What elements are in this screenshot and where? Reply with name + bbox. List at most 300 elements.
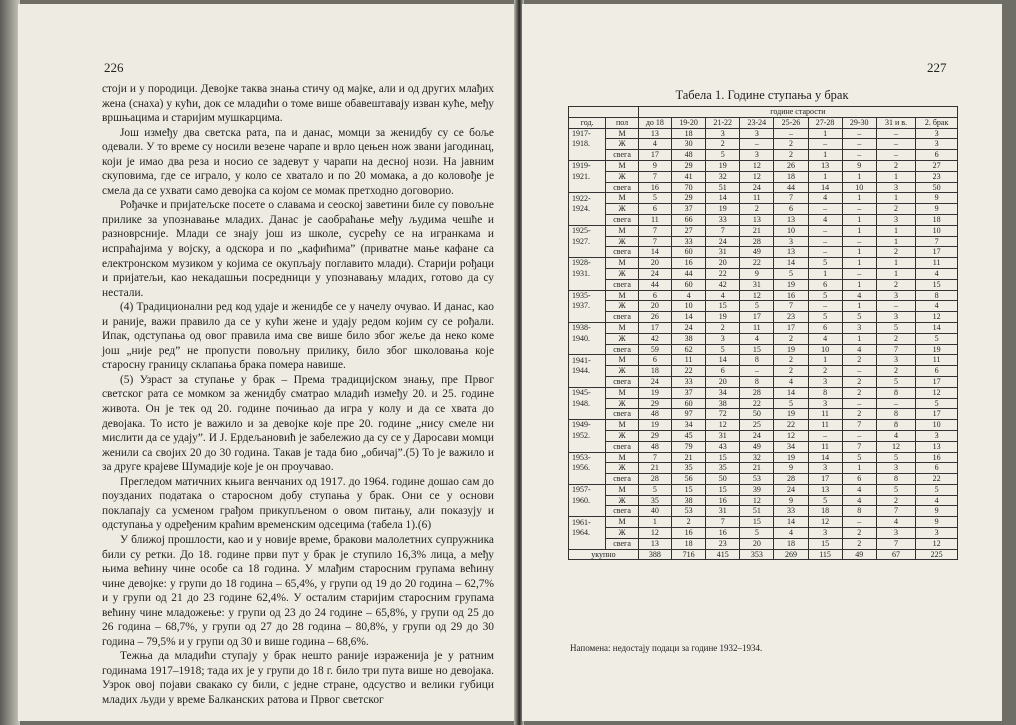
value-cell: 8 [808,387,842,398]
value-cell: 1 [842,247,876,258]
table-row [569,430,958,441]
value-cell: 18 [672,128,706,139]
value-cell: 13 [638,538,671,549]
value-cell: 16 [638,182,671,193]
sex-cell: свега [606,214,639,225]
year-cell: 1953- [569,452,606,463]
value-cell: 13 [808,484,842,495]
value-cell: 2 [876,247,915,258]
value-cell: 31 [706,247,740,258]
value-cell: 5 [842,452,876,463]
table-row [569,182,958,193]
value-cell: 15 [706,452,740,463]
value-cell: 3 [706,333,740,344]
value-cell: 16 [706,528,740,539]
value-cell: 6 [638,204,671,215]
sex-cell: М [606,128,639,139]
table-row [569,495,958,506]
sex-cell: свега [606,247,639,258]
value-cell: 29 [672,160,706,171]
value-cell: 33 [672,376,706,387]
value-cell: 17 [808,474,842,485]
value-cell: 14 [808,452,842,463]
value-cell: 7 [876,506,915,517]
value-cell: – [808,204,842,215]
total-cell: 388 [638,549,671,560]
value-cell: 48 [672,150,706,161]
value-cell: 21 [672,452,706,463]
value-cell: 3 [876,355,915,366]
sex-cell: Ж [606,236,639,247]
table-row [569,150,958,161]
value-cell: 3 [740,150,774,161]
value-cell: 6 [916,463,958,474]
sex-cell: Ж [606,430,639,441]
table-row [569,484,958,495]
value-cell: 37 [672,204,706,215]
value-cell: 8 [876,474,915,485]
value-cell: 24 [638,268,671,279]
value-cell: 4 [842,290,876,301]
value-cell: 19 [706,160,740,171]
value-cell: 3 [916,528,958,539]
value-cell: 6 [916,150,958,161]
value-cell: 3 [876,214,915,225]
value-cell: 2 [842,528,876,539]
value-cell: – [876,398,915,409]
value-cell: 1 [842,333,876,344]
year-cell: 1931. [569,268,606,279]
value-cell: 34 [706,387,740,398]
value-cell: 25 [740,420,774,431]
sex-cell: М [606,387,639,398]
year-cell [569,247,606,258]
sex-cell: М [606,355,639,366]
column-header: 23-24 [740,117,774,128]
sex-cell: М [606,225,639,236]
table-row [569,258,958,269]
value-cell: 12 [740,171,774,182]
value-cell: 14 [706,193,740,204]
year-cell: 1924. [569,204,606,215]
value-cell: 5 [876,322,915,333]
table-row [569,452,958,463]
value-cell: 4 [808,193,842,204]
value-cell: 6 [638,355,671,366]
value-cell: – [876,150,915,161]
year-cell [569,344,606,355]
year-cell: 1961- [569,517,606,528]
value-cell: 38 [672,333,706,344]
year-cell: 1960. [569,495,606,506]
value-cell: 5 [706,344,740,355]
value-cell: 4 [706,290,740,301]
value-cell: 24 [706,236,740,247]
value-cell: 4 [876,430,915,441]
year-cell: 1937. [569,301,606,312]
year-cell: 1940. [569,333,606,344]
total-cell: 115 [808,549,842,560]
value-cell: 20 [740,538,774,549]
value-cell: 4 [916,495,958,506]
value-cell: 43 [706,441,740,452]
value-cell: 2 [774,366,808,377]
value-cell: 5 [638,193,671,204]
value-cell: – [740,139,774,150]
value-cell: 5 [740,301,774,312]
year-cell [569,376,606,387]
value-cell: 1 [842,301,876,312]
value-cell: 19 [774,279,808,290]
sex-cell: свега [606,279,639,290]
value-cell: 22 [916,474,958,485]
paragraph: (4) Традиционални ред код удаје и женидбе се у начелу очувао. И данас, као и раније, важи правило да се у кући жене и удају редом којим су се рођали. Ипак, одступања од овог правила има све више било због жеље да неко коме још „није ред” не пропусти повољну прилику, било због школовања које старосну границу склапања брака помера навише. [102,301,494,372]
table-row [569,355,958,366]
value-cell: 18 [774,171,808,182]
value-cell: 28 [638,474,671,485]
value-cell: 5 [876,484,915,495]
value-cell: 32 [740,452,774,463]
paragraph: (5) Узраст за ступање у брак – Према традицијском знању, пре Првог светског рата се момком за женидбу сматрао младић између 20. и 25. године живота. Он је тек од 20. године почињао да игра у колу и да се хвата до девојака. То исто је важило и за девојке које пре 20. године „нису смеле ни мислити да се удају”. И Ј. Ердељановић је забележио да су се у Даросави момци женили са својих 20 до 30 година. Такав је тада био „обичај”.(5) То је важило и за друге крајеве Шумадије које је он проучавао. [102,373,494,474]
value-cell: 2 [774,355,808,366]
value-cell: 20 [638,301,671,312]
value-cell: 9 [916,204,958,215]
value-cell: 12 [740,290,774,301]
sex-cell: М [606,420,639,431]
value-cell: 48 [638,441,671,452]
value-cell: 11 [740,193,774,204]
table-row [569,290,958,301]
value-cell: – [842,128,876,139]
value-cell: 40 [638,506,671,517]
table-title: Табела 1. Године ступања у брак [675,88,849,102]
table-row [569,247,958,258]
value-cell: 4 [916,301,958,312]
sex-cell: Ж [606,398,639,409]
value-cell: 19 [706,204,740,215]
value-cell: 56 [672,474,706,485]
value-cell: 31 [740,279,774,290]
value-cell: 29 [672,193,706,204]
value-cell: 22 [740,258,774,269]
value-cell: – [740,366,774,377]
value-cell: 3 [876,528,915,539]
value-cell: 27 [916,160,958,171]
value-cell: 50 [916,182,958,193]
value-cell: 15 [808,538,842,549]
value-cell: 28 [740,387,774,398]
value-cell: 13 [638,128,671,139]
value-cell: 44 [774,182,808,193]
paragraph: Још између два светска рата, па и данас, момци за женидбу су се боље одевали. У то време су носили везене чарапе и врло цењен нож звани јагодинац, који је имао два реза и носио се задевут у чарапи на десној нози. На јавним скуповима, где се играло, у коло се хватало и по 20 момака, а до коловође је смела да се ухвати само девојка са којом се момак претходно договорио. [102,126,494,197]
value-cell: 50 [740,409,774,420]
table-row [569,214,958,225]
column-header: 29-30 [842,117,876,128]
column-header: до 18 [638,117,671,128]
year-cell: 1938- [569,322,606,333]
value-cell: 3 [808,463,842,474]
table-row [569,420,958,431]
value-cell: 4 [842,344,876,355]
value-cell: 62 [672,344,706,355]
value-cell: 4 [740,333,774,344]
value-cell: 21 [740,225,774,236]
value-cell: 97 [672,409,706,420]
year-cell: 1918. [569,139,606,150]
sex-cell: свега [606,150,639,161]
value-cell: 1 [808,171,842,182]
value-cell: 35 [638,495,671,506]
table-row [569,463,958,474]
value-cell: 9 [916,506,958,517]
sex-cell: Ж [606,495,639,506]
value-cell: 1 [876,268,915,279]
column-header: пол [606,117,639,128]
value-cell: 3 [842,322,876,333]
value-cell: – [808,430,842,441]
value-cell: 3 [808,376,842,387]
value-cell: 9 [638,160,671,171]
value-cell: 1 [842,258,876,269]
year-cell [569,279,606,290]
value-cell: 14 [916,322,958,333]
value-cell: 5 [808,495,842,506]
value-cell: 59 [638,344,671,355]
value-cell: 4 [774,528,808,539]
value-cell: 12 [774,430,808,441]
value-cell: 3 [808,528,842,539]
value-cell: 11 [808,420,842,431]
value-cell: 19 [774,452,808,463]
year-cell [569,441,606,452]
value-cell: 24 [740,182,774,193]
value-cell: 15 [740,344,774,355]
value-cell: 16 [706,495,740,506]
value-cell: 1 [842,171,876,182]
year-cell [569,538,606,549]
value-cell: 7 [706,517,740,528]
value-cell: 66 [672,214,706,225]
value-cell: 9 [916,517,958,528]
value-cell: 19 [638,420,671,431]
year-cell: 1917- [569,128,606,139]
year-cell: 1956. [569,463,606,474]
value-cell: 7 [706,225,740,236]
value-cell: – [876,301,915,312]
table-row [569,538,958,549]
table-row [569,279,958,290]
value-cell: 19 [774,344,808,355]
value-cell: 16 [672,528,706,539]
value-cell: 26 [638,312,671,323]
value-cell: 44 [638,279,671,290]
value-cell: 3 [808,398,842,409]
total-cell: 67 [876,549,915,560]
value-cell: 42 [706,279,740,290]
value-cell: 30 [672,139,706,150]
table-row [569,139,958,150]
sex-cell: М [606,322,639,333]
value-cell: 14 [706,355,740,366]
value-cell: 10 [916,420,958,431]
year-cell [569,312,606,323]
value-cell: 19 [706,312,740,323]
value-cell: 45 [672,430,706,441]
value-cell: 2 [808,366,842,377]
value-cell: 15 [706,484,740,495]
year-cell: 1922- [569,193,606,204]
value-cell: 2 [842,355,876,366]
value-cell: 14 [638,247,671,258]
value-cell: 8 [876,420,915,431]
total-cell: 415 [706,549,740,560]
value-cell: 4 [842,484,876,495]
value-cell: 3 [916,430,958,441]
sex-cell: Ж [606,366,639,377]
value-cell: 9 [774,463,808,474]
year-cell: 1964. [569,528,606,539]
year-cell: 1948. [569,398,606,409]
value-cell: 15 [740,517,774,528]
value-cell: 16 [916,452,958,463]
value-cell: 7 [774,193,808,204]
value-cell: 2 [876,204,915,215]
value-cell: 11 [916,258,958,269]
table-row [569,236,958,247]
value-cell: 17 [774,322,808,333]
value-cell: 22 [774,420,808,431]
value-cell: 24 [774,484,808,495]
value-cell: 12 [740,495,774,506]
value-cell: 14 [808,182,842,193]
year-cell [569,214,606,225]
table-column-header-row [569,117,958,128]
column-header: 19-20 [672,117,706,128]
sex-cell: М [606,160,639,171]
value-cell: – [808,236,842,247]
value-cell: 12 [916,538,958,549]
total-cell: 269 [774,549,808,560]
value-cell: 2 [876,160,915,171]
value-cell: 2 [842,376,876,387]
value-cell: 24 [740,430,774,441]
value-cell: 33 [706,214,740,225]
value-cell: 3 [876,182,915,193]
value-cell: 13 [774,247,808,258]
table-row [569,517,958,528]
year-cell: 1919- [569,160,606,171]
year-cell: 1949- [569,420,606,431]
value-cell: 1 [876,236,915,247]
value-cell: 6 [842,474,876,485]
value-cell: – [774,128,808,139]
value-cell: 20 [638,258,671,269]
value-cell: 11 [808,441,842,452]
value-cell: 31 [706,506,740,517]
value-cell: 11 [672,355,706,366]
value-cell: 13 [740,214,774,225]
value-cell: 2 [876,366,915,377]
table-row [569,474,958,485]
value-cell: 4 [774,376,808,387]
table-row [569,128,958,139]
sex-cell: М [606,258,639,269]
value-cell: 4 [672,290,706,301]
value-cell: 14 [774,517,808,528]
value-cell: 12 [808,517,842,528]
value-cell: 4 [638,139,671,150]
value-cell: 37 [672,387,706,398]
value-cell: 32 [706,171,740,182]
sex-cell: М [606,517,639,528]
value-cell: – [842,398,876,409]
value-cell: 2 [672,517,706,528]
year-cell [569,150,606,161]
book-edge [0,0,20,725]
value-cell: 2 [876,333,915,344]
table-row [569,160,958,171]
value-cell: 11 [916,355,958,366]
value-cell: 1 [876,193,915,204]
value-cell: 1 [876,225,915,236]
value-cell: 33 [672,236,706,247]
table-row [569,225,958,236]
total-cell: 353 [740,549,774,560]
value-cell: 5 [808,312,842,323]
total-label: укупно [569,549,639,560]
value-cell: 13 [808,160,842,171]
table-corner-cell [569,107,639,118]
value-cell: 2 [842,538,876,549]
value-cell: 12 [740,160,774,171]
value-cell: 6 [774,204,808,215]
value-cell: 7 [638,236,671,247]
total-row [569,549,958,560]
value-cell: – [842,366,876,377]
value-cell: 1 [808,268,842,279]
value-cell: 18 [638,366,671,377]
sex-cell: свега [606,474,639,485]
value-cell: 3 [916,139,958,150]
year-cell: 1925- [569,225,606,236]
year-cell: 1941- [569,355,606,366]
value-cell: 18 [774,538,808,549]
value-cell: 6 [916,366,958,377]
year-cell: 1927. [569,236,606,247]
value-cell: 50 [706,474,740,485]
value-cell: 7 [638,225,671,236]
value-cell: 4 [916,268,958,279]
value-cell: 18 [672,538,706,549]
value-cell: 29 [638,430,671,441]
sex-cell: М [606,193,639,204]
column-header: 21-22 [706,117,740,128]
value-cell: 2 [842,387,876,398]
right-page [522,4,1002,721]
value-cell: 8 [876,409,915,420]
value-cell: 10 [808,344,842,355]
table-row [569,441,958,452]
value-cell: 5 [638,484,671,495]
value-cell: 5 [774,398,808,409]
sex-cell: Ж [606,204,639,215]
value-cell: 12 [876,441,915,452]
value-cell: 48 [638,409,671,420]
page-number: 227 [927,60,947,75]
value-cell: 11 [808,409,842,420]
value-cell: 4 [808,333,842,344]
value-cell: 35 [706,463,740,474]
